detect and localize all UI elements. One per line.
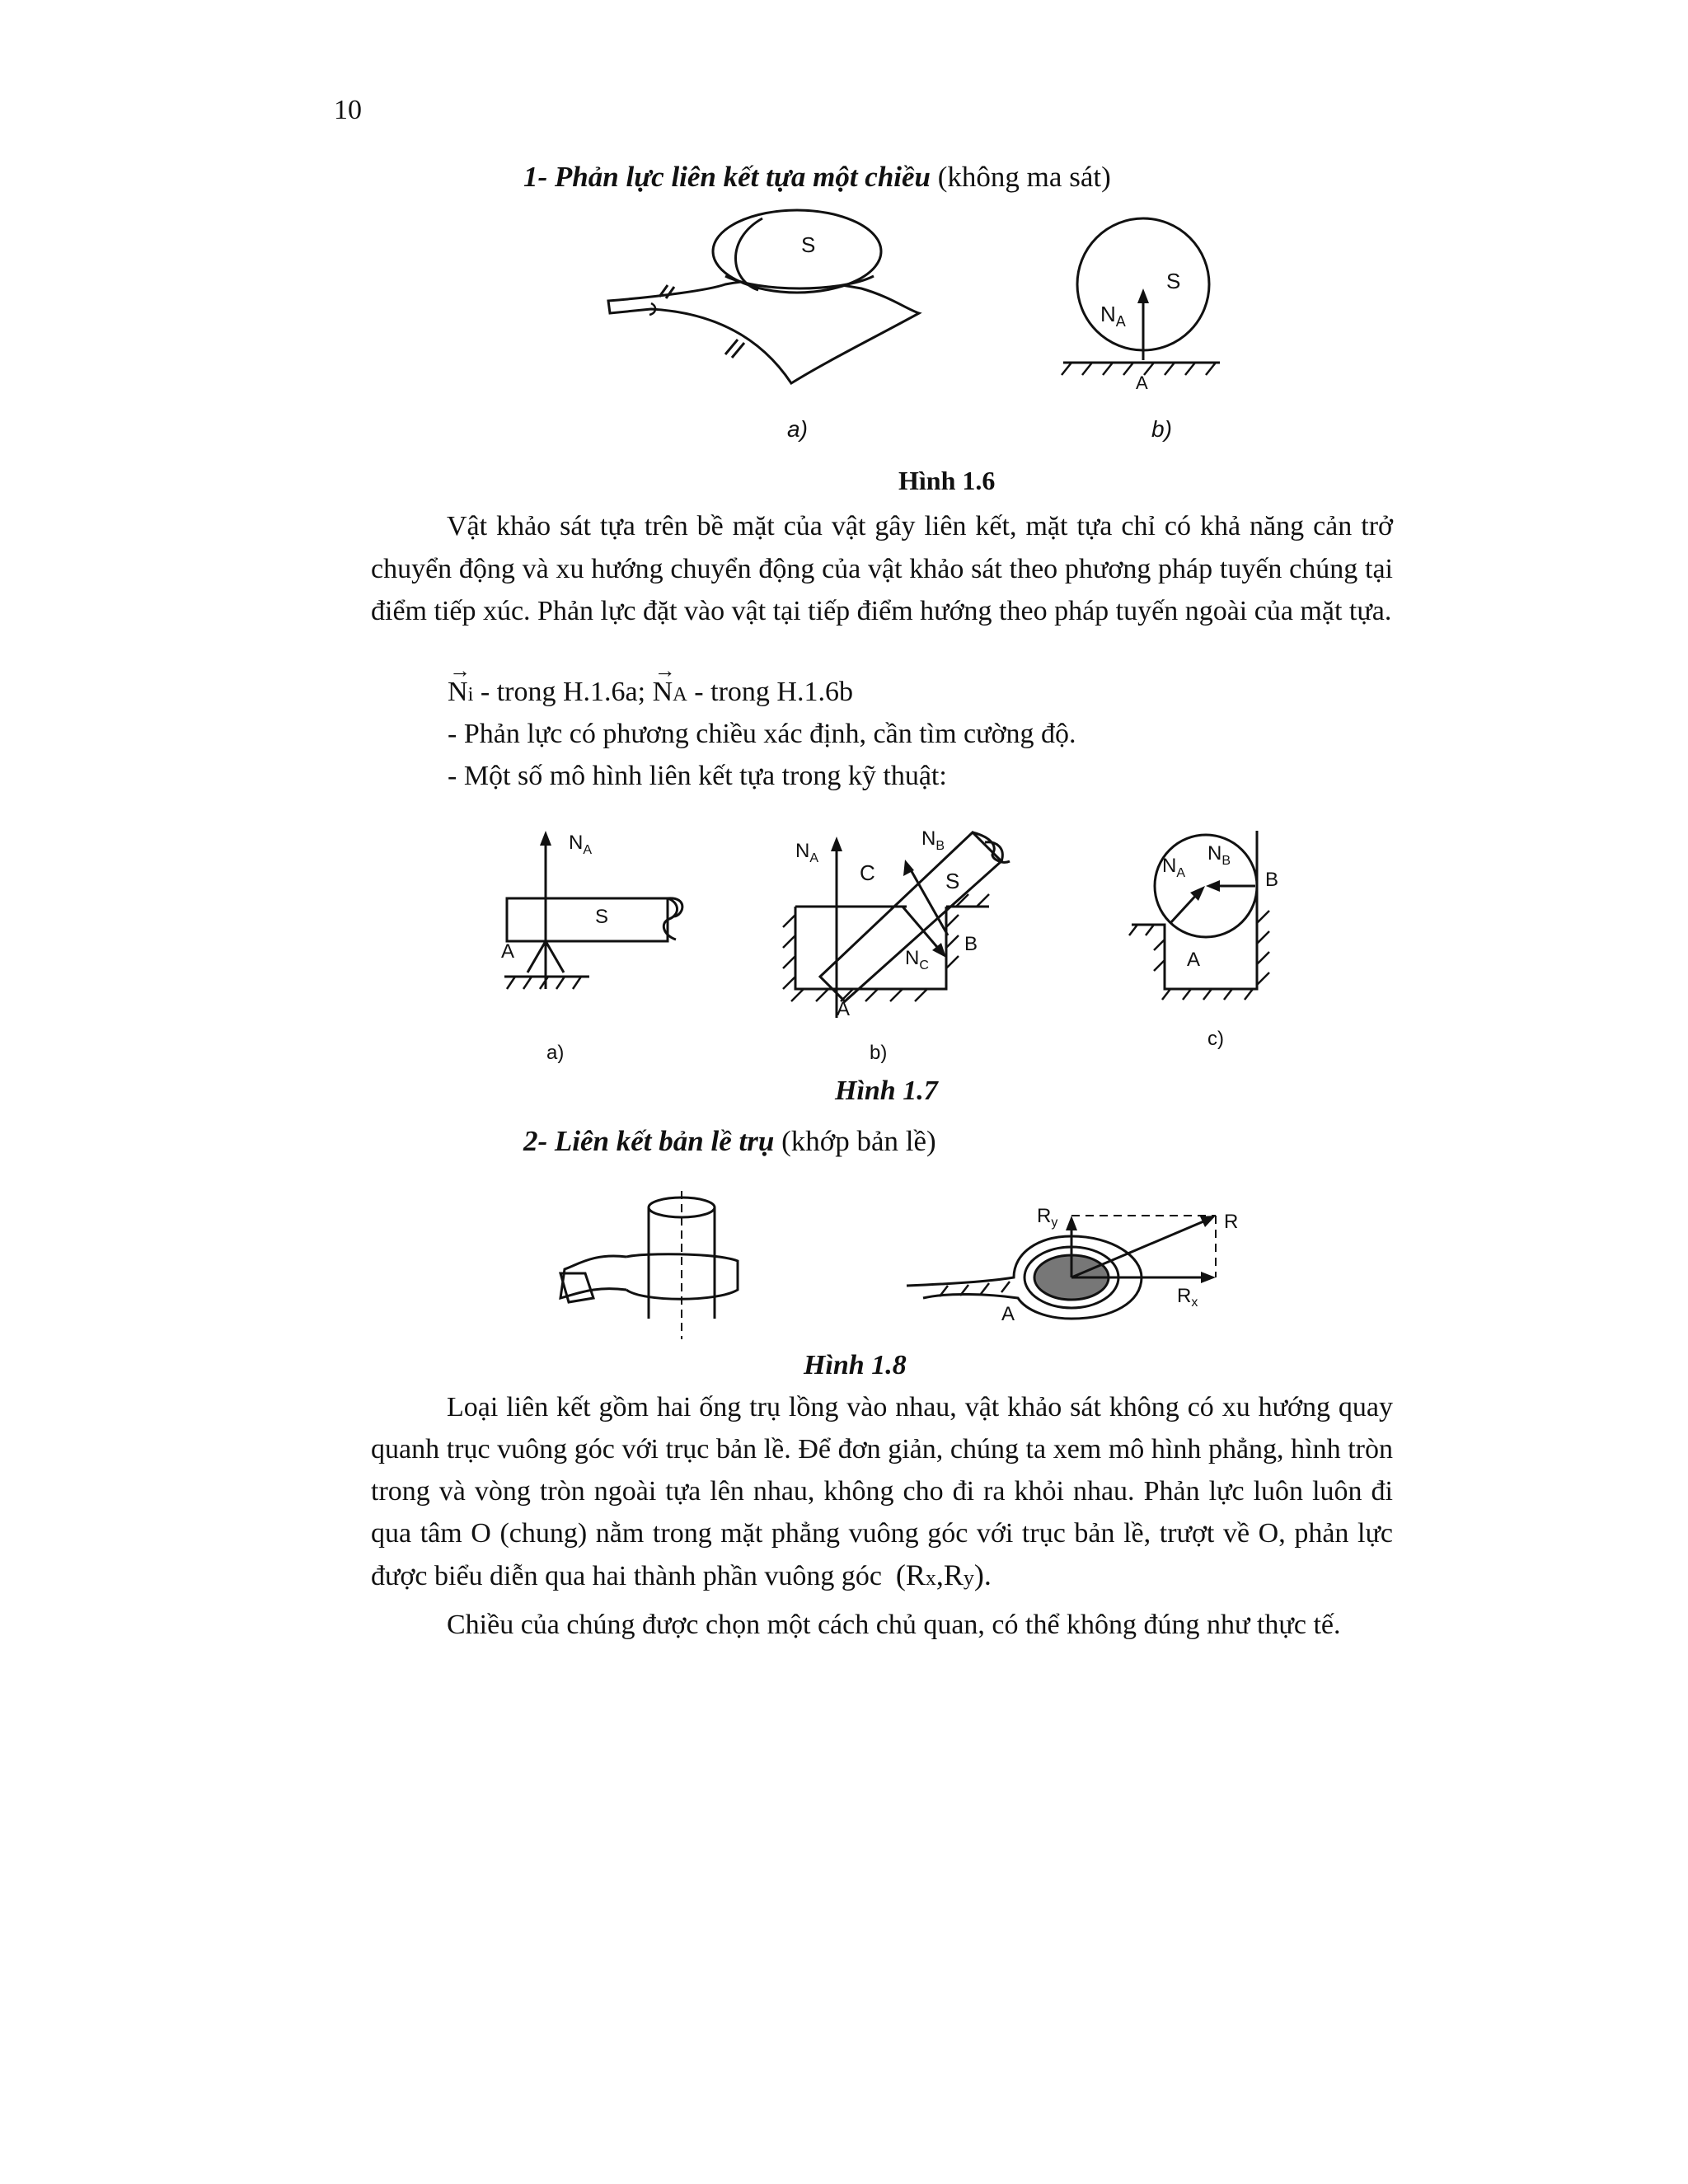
support-surface [608, 280, 919, 383]
fig17b-label-NC: $N_C$ [905, 947, 929, 972]
bullet-2: - Một số mô hình liên kết tựa trong kỹ thuật: [448, 761, 947, 791]
fig18b-label-A: A [1001, 1303, 1015, 1325]
figure-1-7-caption: Hình 1.7 [835, 1076, 938, 1106]
normal-vectors-line: → Ni - trong H.1.6a; → NA - trong H.1.6b [448, 658, 853, 707]
fig17a-label-N: $N_A$ [569, 832, 593, 857]
section-1-heading [523, 161, 1111, 194]
fig16b-label-S: S [1166, 269, 1181, 293]
fig17c-label-NA: $N_A$ [1162, 855, 1186, 880]
fig17b-label-C: C [860, 860, 875, 885]
page-number: 10 [334, 95, 362, 125]
fig17c-sublabel: c) [1207, 1028, 1224, 1050]
figure-1-8-caption: Hình 1.8 [804, 1350, 907, 1380]
fig17c-label-A: A [1187, 949, 1201, 971]
fig18b-label-R: R [1224, 1211, 1239, 1233]
section-1-title: 1- Phản lực liên kết tựa một chiều [523, 161, 931, 193]
fig18b-label-Rx: $R_x$ [1177, 1285, 1198, 1310]
fig17b-label-A: A [837, 998, 851, 1020]
vector-NA: → NA [652, 658, 687, 707]
paragraph-1 [371, 505, 1393, 633]
fig17a-label-S: S [595, 906, 609, 928]
fig16b-label-N: $N_A$ [1100, 302, 1126, 330]
section-2-title-note: (khớp bản lề) [774, 1125, 936, 1157]
fig18b-label-Ry: $R_y$ [1037, 1205, 1058, 1230]
bullet-1: - Phản lực có phương chiều xác định, cần tìm cường độ. [448, 719, 1076, 749]
section-2-title: 2- Liên kết bản lề trụ [523, 1125, 775, 1157]
paragraph-2-text: Loại liên kết gồm hai ống trụ lồng vào nhau, vật khảo sát không có xu hướng quay quanh trục vuông góc với trục bản lề. Để đơn giản, chúng ta xem mô hình phẳng, hình tròn trong và vòng tròn ngoài tựa lên nhau, không cho đi ra khỏi nhau. Phản lực luôn luôn đi qua tâm O (chung) nằm trong mặt phẳng vuông góc với trục bản lề, trượt về O, phản lực được biểu diễn qua hai thành phần vuông góc (Rx,Ry). [371, 1392, 1393, 1591]
fig17b-sublabel: b) [870, 1042, 888, 1064]
fig16b-sublabel: b) [1151, 416, 1172, 442]
fig17b-label-NA: $N_A$ [795, 840, 819, 865]
components-formula: (Rx,Ry). [895, 1558, 992, 1591]
section-1-title-note: (không ma sát) [931, 161, 1111, 193]
section-2-heading [523, 1125, 936, 1158]
beam-S [507, 898, 668, 941]
paragraph-1-text: Vật khảo sát tựa trên bề mặt của vật gây liên kết, mặt tựa chỉ có khả năng cản trở chuyển động và xu hướng chuyển động của vật khảo sát theo phương pháp tuyến chúng tại điểm tiếp xúc. Phản lực đặt vào vật tại tiếp điểm hướng theo pháp tuyến ngoài của mặt tựa. [371, 511, 1393, 626]
figure-1-6-caption: Hình 1.6 [898, 466, 996, 495]
vector-Ni: → Ni [448, 658, 474, 707]
fig17b-label-NB: $N_B$ [921, 827, 945, 853]
fig17a-label-A: A [501, 940, 515, 963]
fig17b-label-B: B [964, 933, 978, 955]
fig17b-label-S: S [945, 869, 960, 893]
paragraph-3-text: Chiều của chúng được chọn một cách chủ quan, có thể không đúng như thực tế. [447, 1610, 1341, 1640]
fig17c-label-B: B [1265, 869, 1279, 891]
paragraph-2 [371, 1386, 1393, 1646]
fig17a-sublabel: a) [546, 1042, 565, 1064]
fig16a-label-S: S [801, 232, 816, 257]
fig17c-label-NB: $N_B$ [1207, 842, 1231, 868]
fig16a-sublabel: a) [787, 416, 808, 442]
fig16b-label-A: A [1136, 373, 1148, 393]
